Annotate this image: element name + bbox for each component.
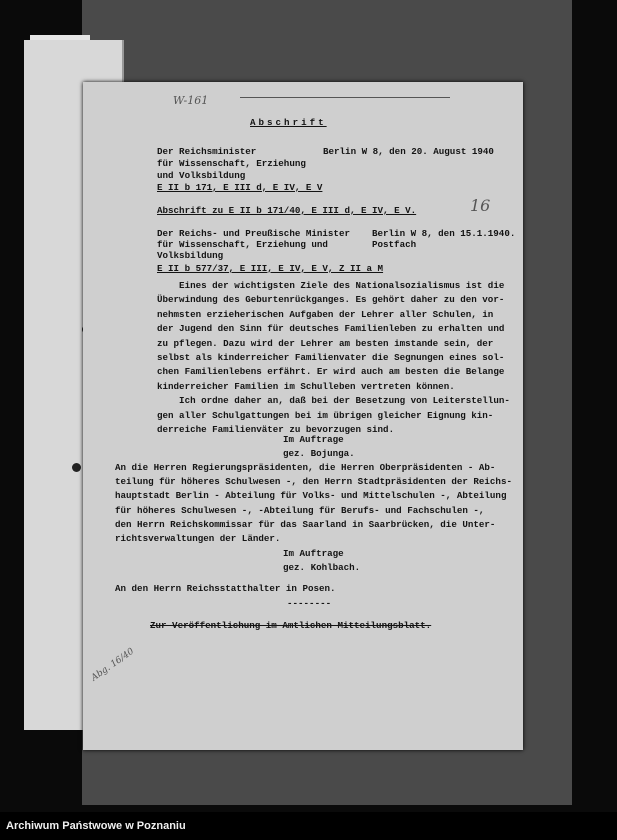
recipient-line: den Herrn Reichskommissar für das Saarland in Saarbrücken, die Unter-: [115, 518, 496, 530]
file-reference: E II b 577/37, E III, E IV, E V, Z II a M: [157, 263, 384, 274]
place-date: Berlin W 8, den 20. August 1940: [323, 146, 494, 157]
sender-line: für Wissenschaft, Erziehung: [157, 158, 306, 169]
separator: --------: [287, 598, 332, 609]
sender-line: und Volksbildung: [157, 170, 246, 181]
archive-name: Archiwum Państwowe w Poznaniu: [6, 820, 186, 832]
body-line: der Jugend den Sinn für deutsches Familienleben zu erhalten und: [157, 323, 505, 335]
postfach: Postfach: [372, 239, 417, 250]
document-title: Abschrift: [250, 117, 327, 128]
struck-note: Zur Veröffentlichung im Amtlichen Mitteilungsblatt.: [150, 620, 432, 631]
recipient-line: für höheres Schulwesen -, -Abteilung für Berufs- und Fachschulen -,: [115, 504, 485, 516]
body-line: Eines der wichtigsten Ziele des Nationalsozialismus ist die: [157, 280, 505, 291]
sender-line: für Wissenschaft, Erziehung und: [157, 239, 328, 250]
body-line: zu pflegen. Dazu wird der Lehrer am besten imstande sein, der: [157, 337, 494, 349]
sender-line: Der Reichsminister: [157, 146, 257, 157]
punch-hole: [72, 463, 81, 472]
body-line: derreiche Familienväter zu bevorzugen sind.: [157, 424, 395, 435]
addressee: An den Herrn Reichsstatthalter in Posen.: [115, 583, 336, 594]
recipient-line: teilung für höheres Schulwesen -, den Herrn Stadtpräsidenten der Reichs-: [115, 476, 512, 488]
copy-reference: Abschrift zu E II b 171/40, E III d, E IV, E V.: [157, 205, 417, 216]
recipient-line: hauptstadt Berlin - Abteilung für Volks- und Mittelschulen -, Abteilung: [115, 490, 507, 502]
body-line: kinderreicher Familien im Schulleben vertreten können.: [157, 380, 455, 392]
body-line: nehmsten erzieherischen Aufgaben der Lehrer aller Schulen, in: [157, 308, 494, 320]
sender-line: Volksbildung: [157, 250, 224, 261]
recipient-line: richtsverwaltungen der Länder.: [115, 533, 281, 544]
body-line: gen aller Schulgattungen bei im übrigen gleicher Eignung kin-: [157, 409, 494, 421]
body-line: chen Familienlebens erfährt. Er wird auch am besten die Belange: [157, 366, 505, 378]
signature-line: gez. Kohlbach.: [283, 562, 361, 573]
handwritten-ref: W-161: [173, 94, 209, 107]
signature-line: Im Auftrage: [283, 434, 344, 445]
file-reference: E II b 171, E III d, E IV, E V: [157, 182, 323, 193]
body-line: Überwindung des Geburtenrückganges. Es gehört daher zu den vor-: [157, 294, 505, 306]
strike-line: [240, 97, 450, 98]
body-line: Ich ordne daher an, daß bei der Besetzung von Leiterstellun-: [157, 395, 510, 407]
archive-footer: [0, 812, 617, 840]
handwritten-side-note: Abg. 16/40: [89, 646, 137, 684]
signature-line: Im Auftrage: [283, 548, 344, 559]
sender-line: Der Reichs- und Preußische Minister: [157, 228, 350, 239]
signature-line: gez. Bojunga.: [283, 448, 355, 459]
body-line: selbst als kinderreicher Familienvater die Segnungen eines sol-: [157, 352, 505, 363]
place-date: Berlin W 8, den 15.1.1940.: [372, 228, 516, 239]
handwritten-number: 16: [470, 196, 491, 215]
recipient-line: An die Herren Regierungspräsidenten, die Herren Oberpräsidenten - Ab-: [115, 462, 496, 473]
